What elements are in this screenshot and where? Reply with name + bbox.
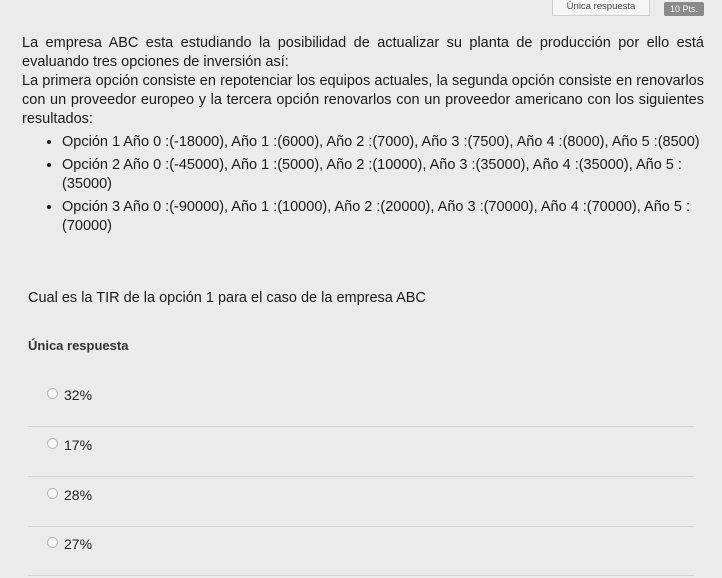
investment-option-3: • Opción 3 Año 0 :(-90000), Año 1 :(10000), Año 2 :(20000), Año 3 :(70000), Año 4 :(70000), Año 5 :(70000): [62, 198, 704, 236]
answer-option-28[interactable]: [28, 486, 694, 527]
question-intro: La empresa ABC esta estudiando la posibilidad de actualizar su planta de producción por ello está evaluando tres opciones de inversión así:: [22, 35, 704, 70]
investment-option-2: • Opción 2 Año 0 :(-45000), Año 1 :(5000), Año 2 :(10000), Año 3 :(35000), Año 4 :(35000), Año 5 :(35000): [62, 156, 704, 194]
answer-option-17[interactable]: [28, 436, 694, 477]
radio-button-icon[interactable]: [47, 438, 58, 449]
investment-option-1: • Opción 1 Año 0 :(-18000), Año 1 :(6000), Año 2 :(7000), Año 3 :(7500), Año 4 :(8000), Año 5 :(8500): [62, 133, 704, 152]
radio-button-icon[interactable]: [47, 537, 58, 548]
question-prompt: Cual es la TIR de la opción 1 para el caso de la empresa ABC: [28, 290, 426, 306]
answer-type-label: Única respuesta: [28, 338, 129, 353]
answer-option-32[interactable]: [28, 386, 694, 427]
answer-option-label: 17%: [64, 437, 93, 453]
investment-options-list: [22, 133, 704, 236]
question-header: [0, 0, 722, 18]
radio-button-icon[interactable]: [47, 488, 58, 499]
answer-option-27[interactable]: [28, 535, 694, 576]
answer-option-label: 27%: [64, 536, 93, 552]
answer-option-label: 28%: [64, 487, 93, 503]
question-detail: La primera opción consiste en repotenciar los equipos actuales, la segunda opción consiste en renovarlos con un proveedor europeo y la tercera opción renovarlos con un proveedor americano con los siguientes resultados:: [22, 73, 704, 127]
question-type-label: Única respuesta: [552, 0, 650, 16]
radio-button-icon[interactable]: [47, 388, 58, 399]
question-text: [22, 34, 704, 240]
points-badge: 10 Pts.: [664, 2, 704, 16]
answer-option-label: 32%: [64, 387, 93, 403]
